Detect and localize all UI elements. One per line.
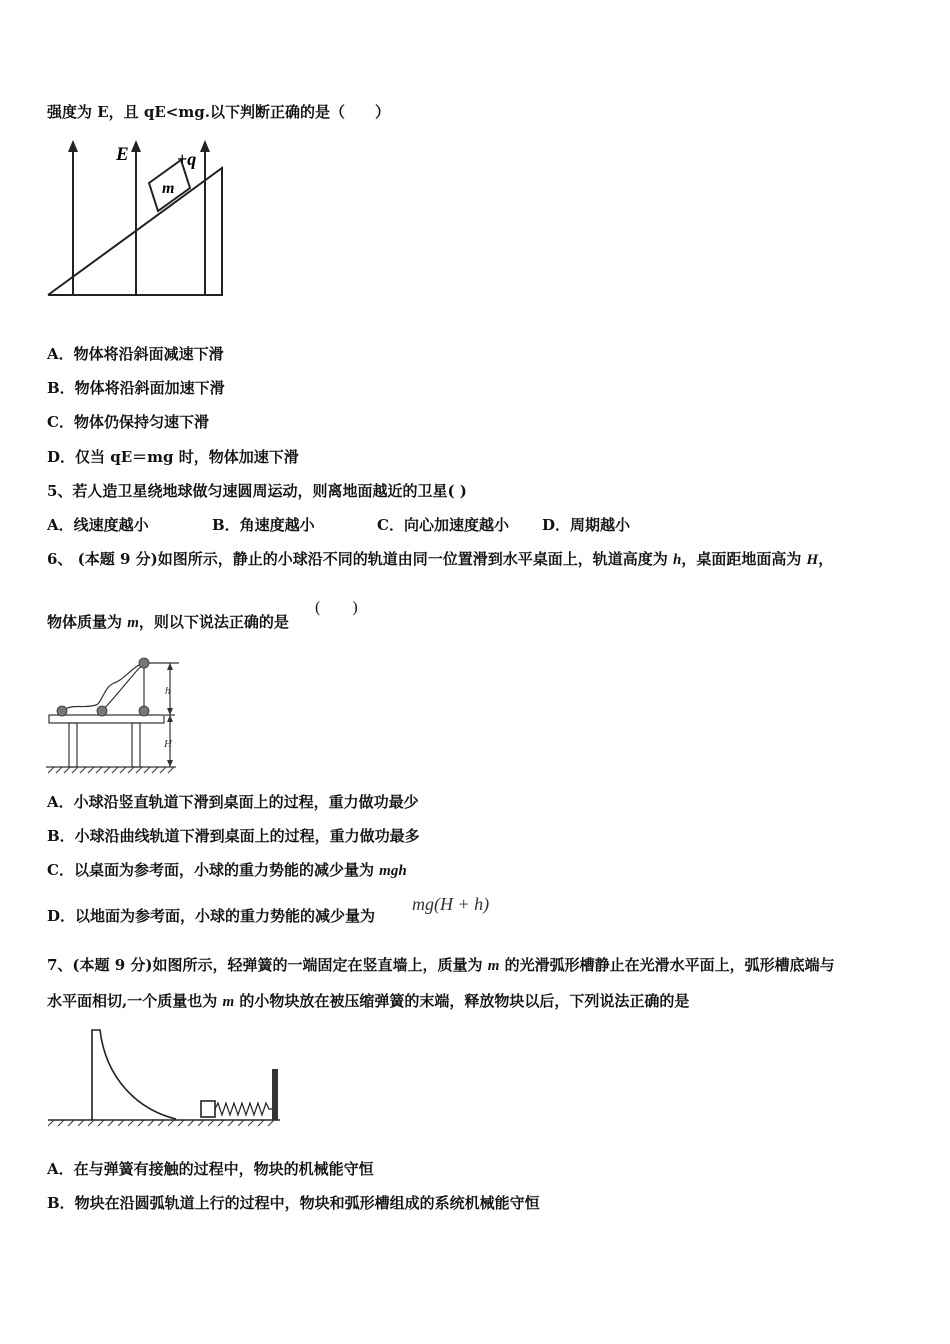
q4-incline-figure bbox=[40, 138, 240, 303]
q5-option-a: A．线速度越小 bbox=[47, 516, 149, 534]
charge-label: +q bbox=[177, 149, 197, 169]
q7-spring-figure bbox=[44, 1025, 289, 1133]
q4-option-c: C．物体仍保持匀速下滑 bbox=[47, 413, 209, 431]
q7-stem-line1: 7、(本题 9 分)如图所示，轻弹簧的一端固定在竖直墙上，质量为 m 的光滑弧形槽静止在光滑水平面上，弧形槽底端与 bbox=[47, 956, 835, 974]
q7-stem-line2: 水平面相切,一个质量也为 m 的小物块放在被压缩弹簧的末端，释放物块以后，下列说法正确的是 bbox=[47, 992, 690, 1010]
q6-option-d: D．以地面为参考面，小球的重力势能的减少量为 bbox=[47, 907, 376, 925]
q6-option-c: C．以桌面为参考面，小球的重力势能的减少量为 mgh bbox=[47, 861, 407, 879]
q4-option-d: D．仅当 qE＝mg 时，物体加速下滑 bbox=[47, 448, 299, 466]
q5-stem: 5、若人造卫星绕地球做匀速圆周运动，则离地面越近的卫星( ) bbox=[47, 482, 467, 500]
e-field-label: E bbox=[116, 144, 129, 165]
q5-option-b: B．角速度越小 bbox=[212, 516, 315, 534]
q4-stem-tail: 强度为 E，且 qE<mg.以下判断正确的是（ ） bbox=[47, 103, 390, 121]
q4-option-a: A．物体将沿斜面减速下滑 bbox=[47, 345, 224, 363]
q6-track-figure bbox=[44, 655, 194, 775]
height-h-label: h bbox=[165, 685, 171, 697]
q6-answer-paren: ( ) bbox=[315, 599, 358, 616]
q5-option-d: D．周期越小 bbox=[542, 516, 631, 534]
q5-options bbox=[47, 515, 630, 535]
q6-stem-line1: 6、 (本题 9 分)如图所示，静止的小球沿不同的轨道由同一位置滑到水平桌面上，轨道高度为 h，桌面距地面高为 H， bbox=[47, 550, 834, 568]
q6-stem-line2: 物体质量为 m，则以下说法正确的是 bbox=[47, 613, 289, 631]
q6-option-a: A．小球沿竖直轨道下滑到桌面上的过程，重力做功最少 bbox=[47, 793, 419, 811]
height-H-label: H bbox=[164, 738, 172, 750]
q5-option-c: C．向心加速度越小 bbox=[377, 516, 509, 534]
q7-option-b: B．物块在沿圆弧轨道上行的过程中，物块和弧形槽组成的系统机械能守恒 bbox=[47, 1194, 540, 1212]
q4-option-b: B．物体将沿斜面加速下滑 bbox=[47, 379, 225, 397]
q6-option-b: B．小球沿曲线轨道下滑到桌面上的过程，重力做功最多 bbox=[47, 827, 420, 845]
q6-option-d-formula: mg(H + h) bbox=[412, 894, 490, 914]
q7-option-a: A．在与弹簧有接触的过程中，物块的机械能守恒 bbox=[47, 1160, 374, 1178]
mass-label: m bbox=[162, 180, 175, 197]
